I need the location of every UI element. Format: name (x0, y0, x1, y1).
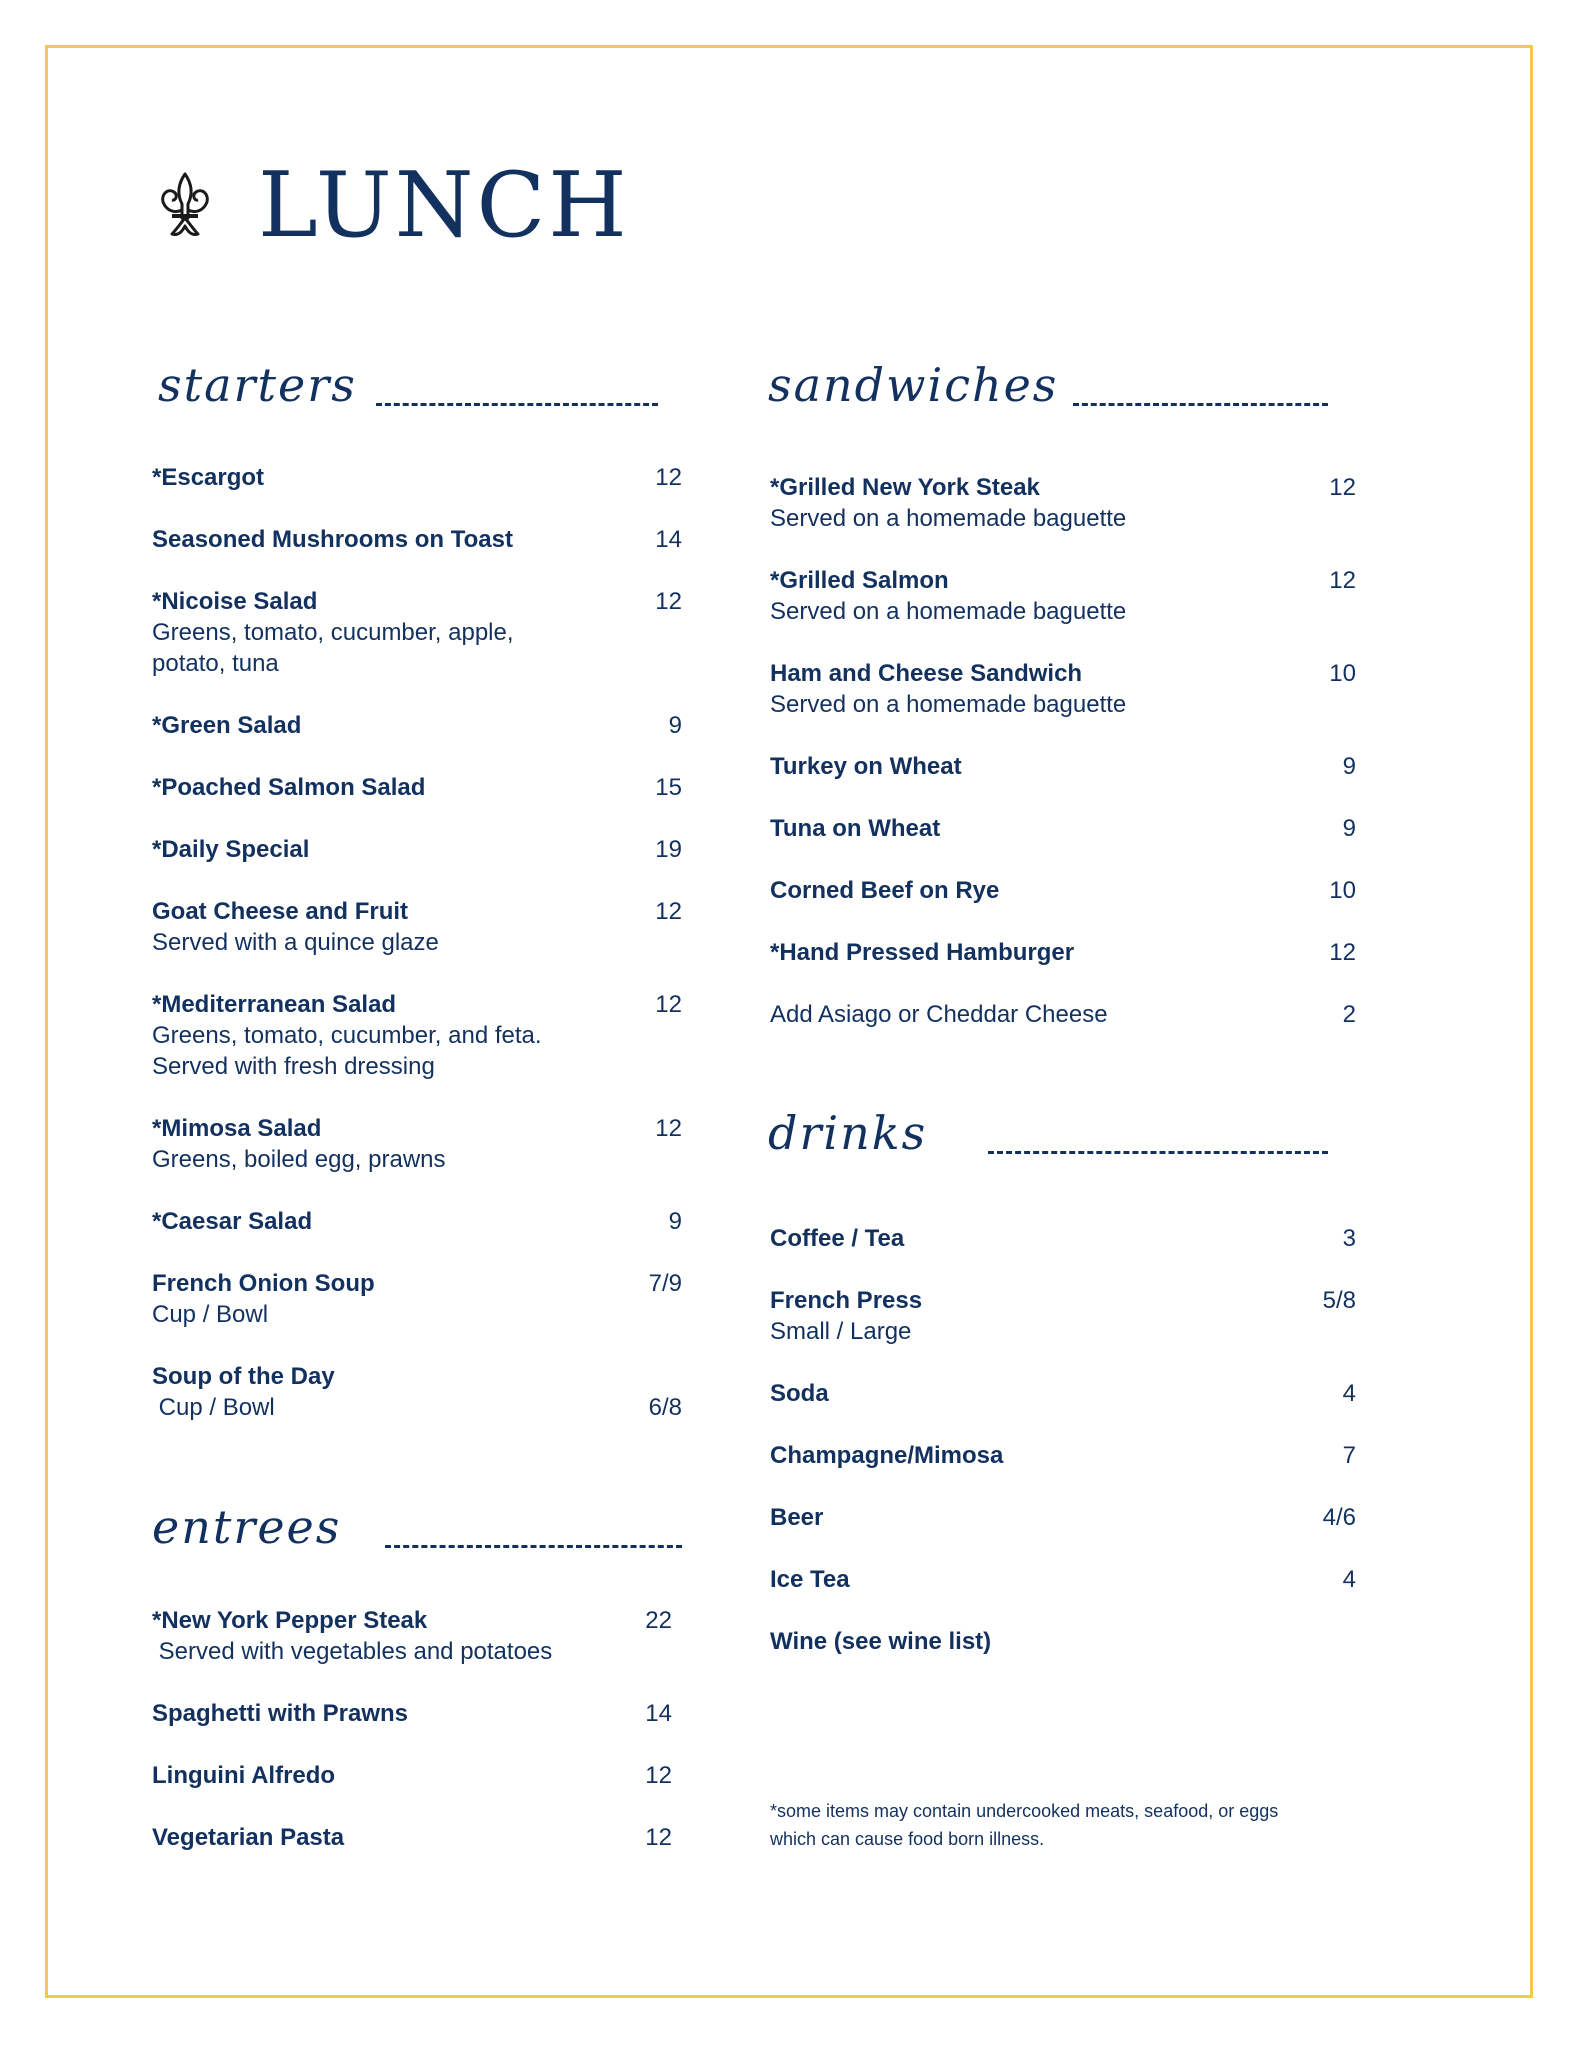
fleur-de-lis-icon (158, 170, 212, 240)
menu-item (770, 1564, 1356, 1595)
item-name: Coffee / Tea (770, 1225, 905, 1252)
menu-item (152, 710, 682, 741)
item-price: 5/8 (1322, 1287, 1356, 1314)
menu-item (770, 1285, 1356, 1347)
item-price: 12 (655, 464, 682, 491)
menu-item (770, 1378, 1356, 1409)
item-price: 9 (1342, 753, 1356, 780)
menu-item (152, 462, 682, 493)
item-price: 3 (1342, 1225, 1356, 1252)
item-price: 7 (1342, 1442, 1356, 1469)
item-description: potato, tuna (152, 650, 279, 677)
menu-item (152, 1822, 672, 1853)
starters-heading-text: starters (158, 358, 357, 412)
item-description: Served with a quince glaze (152, 929, 439, 956)
footnote-line: which can cause food born illness. (770, 1829, 1045, 1849)
item-name: Ham and Cheese Sandwich (770, 660, 1083, 687)
drinks-heading (768, 1096, 1328, 1166)
item-price: 10 (1329, 660, 1356, 687)
item-price: 7/9 (648, 1270, 682, 1297)
menu-item (770, 472, 1356, 534)
item-price: 4 (1342, 1380, 1356, 1407)
item-name: *Escargot (152, 464, 265, 491)
item-description: Served on a homemade baguette (770, 598, 1127, 625)
item-price: 10 (1329, 877, 1356, 904)
item-name: Seasoned Mushrooms on Toast (152, 526, 513, 553)
item-name: *Hand Pressed Hamburger (770, 939, 1075, 966)
item-price: 12 (655, 991, 682, 1018)
item-name: Wine (see wine list) (770, 1628, 992, 1655)
item-description: Greens, boiled egg, prawns (152, 1146, 446, 1173)
item-price: 12 (655, 588, 682, 615)
item-description: Served with fresh dressing (152, 1053, 435, 1080)
item-description: Served with vegetables and potatoes (152, 1638, 553, 1665)
item-name: Champagne/Mimosa (770, 1442, 1004, 1469)
menu-item (770, 751, 1356, 782)
item-price: 9 (668, 1208, 682, 1235)
item-price: 6/8 (648, 1394, 682, 1421)
menu-item (770, 565, 1356, 627)
item-name: Soda (770, 1380, 829, 1407)
item-price: 4/6 (1322, 1504, 1356, 1531)
menu-item (770, 999, 1356, 1030)
menu-title (158, 150, 630, 260)
menu-item (152, 896, 682, 958)
item-price: 2 (1342, 1001, 1356, 1028)
menu-item (152, 1698, 672, 1729)
sandwiches-heading-text: sandwiches (768, 358, 1059, 412)
menu-item (152, 1605, 672, 1667)
item-name: Add Asiago or Cheddar Cheese (770, 1001, 1108, 1028)
item-price: 12 (1329, 474, 1356, 501)
menu-item (770, 658, 1356, 720)
item-price: 15 (655, 774, 682, 801)
item-price: 12 (655, 1115, 682, 1142)
item-name: *Daily Special (152, 836, 310, 863)
footnote (770, 1797, 1370, 1853)
starters-divider (376, 403, 658, 406)
item-description: Served on a homemade baguette (770, 505, 1127, 532)
item-name: Goat Cheese and Fruit (152, 898, 409, 925)
menu-item (152, 1268, 682, 1330)
item-description: Greens, tomato, cucumber, apple, (152, 619, 514, 646)
item-name: Corned Beef on Rye (770, 877, 1000, 904)
item-price: 12 (655, 898, 682, 925)
menu-item (770, 1502, 1356, 1533)
entrees-divider (385, 1545, 682, 1548)
item-price: 14 (655, 526, 682, 553)
item-name: *New York Pepper Steak (152, 1607, 428, 1634)
item-name: *Nicoise Salad (152, 588, 318, 615)
item-name: Tuna on Wheat (770, 815, 941, 842)
item-name: *Grilled Salmon (770, 567, 949, 594)
item-price: 14 (645, 1700, 672, 1727)
item-name: Turkey on Wheat (770, 753, 962, 780)
item-price: 12 (645, 1824, 672, 1851)
menu-item (152, 1760, 672, 1791)
page-title: LUNCH (258, 152, 630, 258)
item-name: *Mimosa Salad (152, 1115, 322, 1142)
item-price: 19 (655, 836, 682, 863)
menu-item (770, 937, 1356, 968)
menu-item (770, 813, 1356, 844)
menu-item (152, 586, 682, 679)
menu-item (152, 834, 682, 865)
starters-heading (158, 348, 658, 418)
menu-item (770, 1440, 1356, 1471)
item-name: Ice Tea (770, 1566, 850, 1593)
item-name: Linguini Alfredo (152, 1762, 336, 1789)
item-description: Cup / Bowl (152, 1394, 275, 1421)
menu-item (770, 1626, 1356, 1657)
item-name: *Mediterranean Salad (152, 991, 397, 1018)
item-name: Beer (770, 1504, 824, 1531)
item-price: 9 (1342, 815, 1356, 842)
item-description: Greens, tomato, cucumber, and feta. (152, 1022, 542, 1049)
sandwiches-heading (768, 348, 1328, 418)
item-name: *Poached Salmon Salad (152, 774, 426, 801)
footnote-line: *some items may contain undercooked meats, seafood, or eggs (770, 1801, 1279, 1821)
entrees-heading (152, 1490, 682, 1560)
menu-item (152, 524, 682, 555)
sandwiches-divider (1073, 403, 1328, 406)
item-description: Cup / Bowl (152, 1301, 269, 1328)
item-name: Spaghetti with Prawns (152, 1700, 409, 1727)
item-price: 12 (645, 1762, 672, 1789)
drinks-heading-text: drinks (768, 1106, 928, 1160)
item-name: Vegetarian Pasta (152, 1824, 345, 1851)
menu-item (770, 1223, 1356, 1254)
item-description: Small / Large (770, 1318, 912, 1345)
menu-item (152, 1113, 682, 1175)
item-name: Soup of the Day (152, 1363, 335, 1390)
menu-item (152, 989, 682, 1082)
menu-item (152, 1206, 682, 1237)
item-name: *Grilled New York Steak (770, 474, 1040, 501)
item-price: 22 (645, 1607, 672, 1634)
drinks-divider (988, 1151, 1328, 1154)
entrees-heading-text: entrees (152, 1500, 342, 1554)
item-price: 12 (1329, 567, 1356, 594)
item-description: Served on a homemade baguette (770, 691, 1127, 718)
item-name: French Press (770, 1287, 923, 1314)
item-name: *Caesar Salad (152, 1208, 313, 1235)
item-name: French Onion Soup (152, 1270, 375, 1297)
menu-item (770, 875, 1356, 906)
item-price: 4 (1342, 1566, 1356, 1593)
item-name: *Green Salad (152, 712, 302, 739)
item-price: 12 (1329, 939, 1356, 966)
menu-item (152, 1361, 682, 1423)
item-price: 9 (668, 712, 682, 739)
menu-item (152, 772, 682, 803)
